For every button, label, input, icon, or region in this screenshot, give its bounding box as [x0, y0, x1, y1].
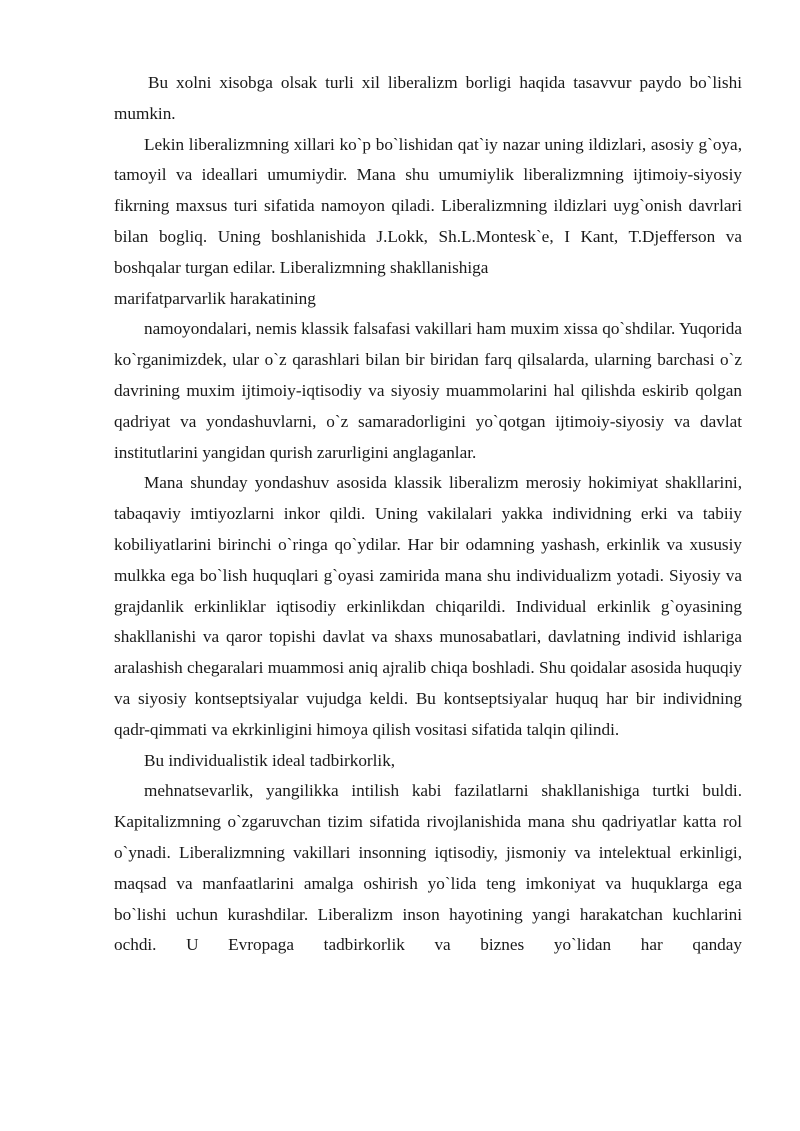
paragraph-1: Bu xolni xisobga olsak turli xil liberalizm borligi haqida tasavvur paydo bo`lishi mumkin. — [114, 73, 742, 123]
paragraph-5: Mana shunday yondashuv asosida klassik liberalizm merosiy hokimiyat shakllarini, tabaqaviy imtiyozlarni inkor qildi. Uning vakilalari yakka individning erki va tabiiy kobiliyatlarini birinchi o`ringa qo`ydilar. Har bir odamning yashash, erkinlik va xususiy mulkka ega bo`lish huquqlari g`oyasi zamirida mana shu individualizm yotadi. Siyosiy va grajdanlik erkinliklar iqtisodiy erkinlikdan chiqarildi. Individual erkinlik g`oyasining shakllanishi va qaror topishi davlat va shaxs munosabatlari, davlatning individ ishlariga aralashish chegaralari muammosi aniq ajralib chiqa boshladi. Shu qoidalar asosida huquqiy va siyosiy kontseptsiyalar vujudga keldi. Bu kontseptsiyalar huquq har bir individning qadr-qimmati va ekrkinligini himoya qilish vositasi sifatida talqin qilindi. — [114, 473, 742, 739]
document-page — [114, 68, 742, 961]
paragraph-3: marifatparvarlik harakatining — [114, 288, 316, 308]
paragraph-6: Bu individualistik ideal tadbirkorlik, — [144, 750, 396, 770]
paragraph-4: namoyondalari, nemis klassik falsafasi vakillari ham muxim xissa qo`shdilar. Yuqorida ko`rganimizdek, ular o`z qarashlari bilan bir biridan farq qilsalarda, ularning barchasi o`z davrining muxim ijtimoiy-iqtisodiy va siyosiy muammolarini hal qilishda eskirib qolgan qadriyat va yondashuvlarni, o`z samaradorligini yo`qotgan ijtimoiy-siyosiy va davlat institutlarini yangidan qurish zarurligini anglaganlar. — [114, 319, 742, 462]
paragraph-2: Lekin liberalizmning xillari ko`p bo`lishidan qat`iy nazar uning ildizlari, asosiy g`oya, tamoyil va ideallari umumiydir. Mana shu umumiylik liberalizmning ijtimoiy-siyosiy fikrning maxsus turi sifatida namoyon qiladi. Liberalizmning ildizlari uyg`onish davrlari bilan bogliq. Uning boshlanishida J.Lokk, Sh.L.Montesk`e, I Kant, T.Djefferson va boshqalar turgan edilar. Liberalizmning shakllanishiga — [114, 134, 742, 277]
paragraph-7: mehnatsevarlik, yangilikka intilish kabi fazilatlarni shakllanishiga turtki buldi. Kapitalizmning o`zgaruvchan tizim sifatida rivojlanishida mana shu qadriyatlar katta rol o`ynadi. Liberalizmning vakillari insonning iqtisodiy, jismoniy va intelektual erkinligi, maqsad va manfaatlarini amalga oshirish yo`lida teng imkoniyat va huquklarga ega bo`lishi uchun kurashdilar. Liberalizm inson hayotining yangi harakatchan kuchlarini ochdi. U Evropaga tadbirkorlik va biznes yo`lidan har qanday — [114, 781, 742, 955]
